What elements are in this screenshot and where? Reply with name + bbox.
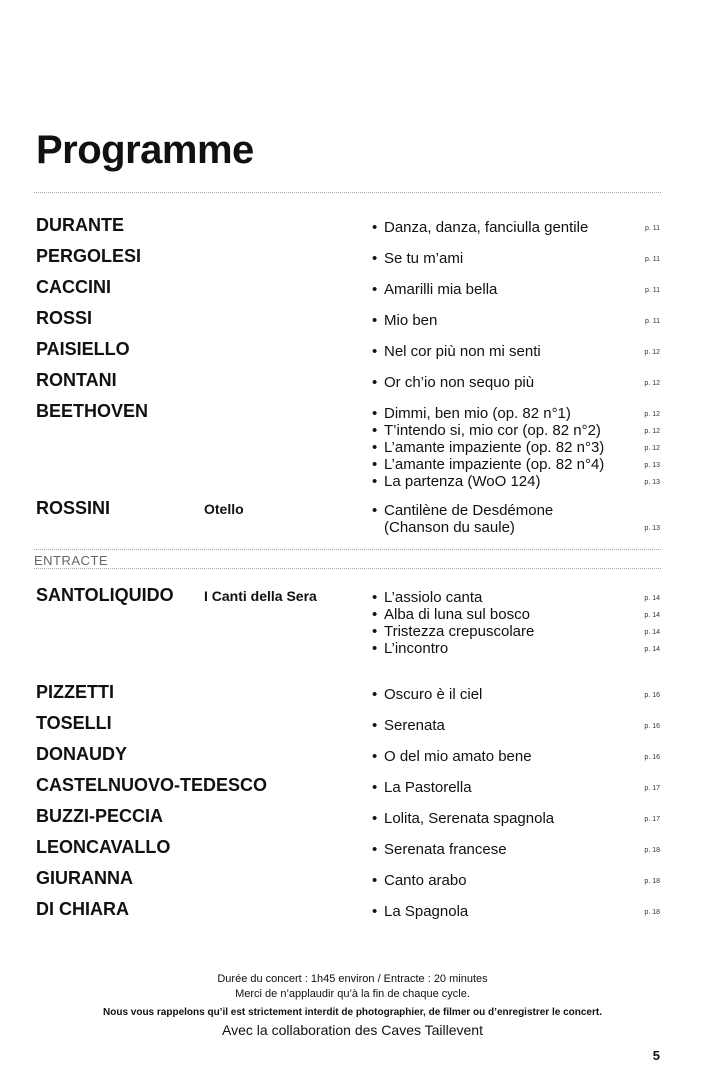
collaboration-note: Avec la collaboration des Caves Taillevent bbox=[222, 1022, 483, 1038]
page-reference: p. 12 bbox=[644, 428, 660, 435]
composer-name: LEONCAVALLO bbox=[36, 837, 171, 857]
composer-name: CASTELNUOVO-TEDESCO bbox=[36, 775, 268, 795]
page-reference: p. 18 bbox=[644, 878, 660, 885]
bullet-icon: • bbox=[372, 606, 378, 623]
piece-title bbox=[372, 312, 437, 329]
page-reference: p. 14 bbox=[644, 595, 660, 602]
piece-text: Cantilène de Desdémone bbox=[384, 502, 554, 519]
piece-title bbox=[372, 779, 472, 796]
piece-text: (Chanson du saule) bbox=[384, 519, 515, 536]
bullet-icon: • bbox=[372, 872, 378, 889]
composer-name: SANTOLIQUIDO bbox=[36, 585, 174, 605]
composer-name: DI CHIARA bbox=[36, 899, 129, 919]
piece-text: Oscuro è il ciel bbox=[384, 686, 483, 703]
composer-name: PIZZETTI bbox=[36, 682, 114, 702]
piece-title bbox=[372, 502, 553, 519]
piece-title bbox=[372, 872, 467, 889]
page-reference: p. 12 bbox=[644, 445, 660, 452]
piece-title bbox=[372, 281, 497, 298]
piece-text: Lolita, Serenata spagnola bbox=[384, 810, 555, 827]
page-reference: p. 11 bbox=[644, 287, 660, 294]
page-reference: p. 11 bbox=[644, 225, 660, 232]
bullet-icon: • bbox=[372, 312, 378, 329]
bullet-icon: • bbox=[372, 686, 378, 703]
piece-title bbox=[372, 640, 448, 657]
concert-duration: Durée du concert : 1h45 environ / Entracte : 20 minutes bbox=[217, 973, 488, 985]
piece-text: Serenata bbox=[384, 717, 445, 734]
page-reference: p. 14 bbox=[644, 629, 660, 636]
bullet-icon: • bbox=[372, 439, 378, 456]
piece-text: La Spagnola bbox=[384, 903, 469, 920]
piece-text: Nel cor più non mi senti bbox=[384, 343, 541, 360]
page-reference: p. 14 bbox=[644, 646, 660, 653]
page-reference: p. 16 bbox=[644, 754, 660, 761]
page-reference: p. 14 bbox=[644, 612, 660, 619]
entracte-divider bbox=[34, 549, 661, 550]
bullet-icon: • bbox=[372, 250, 378, 267]
piece-text: O del mio amato bene bbox=[384, 748, 532, 765]
bullet-icon: • bbox=[372, 374, 378, 391]
piece-title bbox=[372, 623, 534, 640]
entracte-label: ENTRACTE bbox=[34, 553, 109, 568]
bullet-icon: • bbox=[372, 748, 378, 765]
bullet-icon: • bbox=[372, 281, 378, 298]
recording-warning: Nous vous rappelons qu’il est strictement interdit de photographier, de filmer ou d’enregistrer le concert. bbox=[103, 1007, 602, 1018]
composer-name: RONTANI bbox=[36, 370, 117, 390]
piece-title bbox=[372, 439, 604, 456]
work-title: I Canti della Sera bbox=[204, 588, 317, 604]
title-divider bbox=[34, 192, 661, 193]
entracte-divider-bottom bbox=[34, 568, 661, 569]
piece-title bbox=[372, 422, 601, 439]
page-reference: p. 11 bbox=[644, 256, 660, 263]
bullet-icon: • bbox=[372, 405, 378, 422]
page-reference: p. 17 bbox=[644, 816, 660, 823]
composer-name: TOSELLI bbox=[36, 713, 112, 733]
piece-title bbox=[372, 748, 532, 765]
page-reference: p. 16 bbox=[644, 692, 660, 699]
piece-title bbox=[372, 717, 445, 734]
bullet-icon: • bbox=[372, 422, 378, 439]
composer-name: ROSSI bbox=[36, 308, 93, 328]
composer-name: CACCINI bbox=[36, 277, 111, 297]
piece-text: Amarilli mia bella bbox=[384, 281, 498, 298]
page-reference: p. 18 bbox=[644, 909, 660, 916]
composer-name: GIURANNA bbox=[36, 868, 133, 888]
piece-title bbox=[372, 250, 463, 267]
bullet-icon: • bbox=[372, 219, 378, 236]
piece-title bbox=[372, 606, 530, 623]
page-title: Programme bbox=[36, 128, 254, 172]
work-title: Otello bbox=[204, 501, 244, 517]
page-reference: p. 13 bbox=[644, 525, 660, 532]
piece-text: Danza, danza, fanciulla gentile bbox=[384, 219, 589, 236]
bullet-icon: • bbox=[372, 343, 378, 360]
composer-name: DURANTE bbox=[36, 215, 124, 235]
piece-title bbox=[372, 405, 571, 422]
bullet-icon: • bbox=[372, 502, 378, 519]
bullet-icon: • bbox=[372, 640, 378, 657]
piece-title bbox=[372, 343, 541, 360]
bullet-icon: • bbox=[372, 841, 378, 858]
piece-text: La partenza (WoO 124) bbox=[384, 473, 541, 490]
composer-name: BUZZI-PECCIA bbox=[36, 806, 163, 826]
piece-text: L’amante impaziente (op. 82 n°3) bbox=[384, 439, 605, 456]
page-reference: p. 13 bbox=[644, 462, 660, 469]
bullet-icon: • bbox=[372, 810, 378, 827]
bullet-icon: • bbox=[372, 589, 378, 606]
piece-text: Tristezza crepuscolare bbox=[384, 623, 535, 640]
page-reference: p. 12 bbox=[644, 411, 660, 418]
page-reference: p. 12 bbox=[644, 349, 660, 356]
piece-title bbox=[372, 841, 507, 858]
piece-text: Canto arabo bbox=[384, 872, 467, 889]
page-reference: p. 12 bbox=[644, 380, 660, 387]
piece-text: Mio ben bbox=[384, 312, 438, 329]
bullet-icon: • bbox=[372, 717, 378, 734]
piece-text: L’assiolo canta bbox=[384, 589, 483, 606]
piece-text: L’amante impaziente (op. 82 n°4) bbox=[384, 456, 605, 473]
piece-title bbox=[372, 519, 515, 536]
piece-text: La Pastorella bbox=[384, 779, 472, 796]
piece-title bbox=[372, 456, 604, 473]
piece-title bbox=[372, 810, 554, 827]
page-reference: p. 16 bbox=[644, 723, 660, 730]
piece-text: Dimmi, ben mio (op. 82 n°1) bbox=[384, 405, 571, 422]
piece-title bbox=[372, 374, 534, 391]
piece-title bbox=[372, 219, 588, 236]
page-reference: p. 17 bbox=[644, 785, 660, 792]
page-reference: p. 18 bbox=[644, 847, 660, 854]
bullet-icon: • bbox=[372, 456, 378, 473]
piece-title bbox=[372, 473, 540, 490]
composer-name: BEETHOVEN bbox=[36, 401, 149, 421]
bullet-icon: • bbox=[372, 779, 378, 796]
piece-title bbox=[372, 903, 468, 920]
bullet-icon: • bbox=[372, 623, 378, 640]
piece-text: Serenata francese bbox=[384, 841, 507, 858]
composer-name: PAISIELLO bbox=[36, 339, 130, 359]
piece-title bbox=[372, 686, 482, 703]
piece-title bbox=[372, 589, 482, 606]
page-reference: p. 11 bbox=[644, 318, 660, 325]
piece-text: L’incontro bbox=[384, 640, 449, 657]
bullet-icon: • bbox=[372, 903, 378, 920]
composer-name: DONAUDY bbox=[36, 744, 128, 764]
piece-text: T’intendo si, mio cor (op. 82 n°2) bbox=[384, 422, 601, 439]
applause-note: Merci de n’applaudir qu’à la fin de chaque cycle. bbox=[235, 988, 470, 1000]
composer-name: PERGOLESI bbox=[36, 246, 142, 266]
page-number: 5 bbox=[652, 1048, 660, 1063]
composer-name: ROSSINI bbox=[36, 498, 111, 518]
bullet-icon: • bbox=[372, 473, 378, 490]
piece-text: Se tu m’ami bbox=[384, 250, 464, 267]
page-reference: p. 13 bbox=[644, 479, 660, 486]
piece-text: Or ch’io non sequo più bbox=[384, 374, 535, 391]
piece-text: Alba di luna sul bosco bbox=[384, 606, 530, 623]
